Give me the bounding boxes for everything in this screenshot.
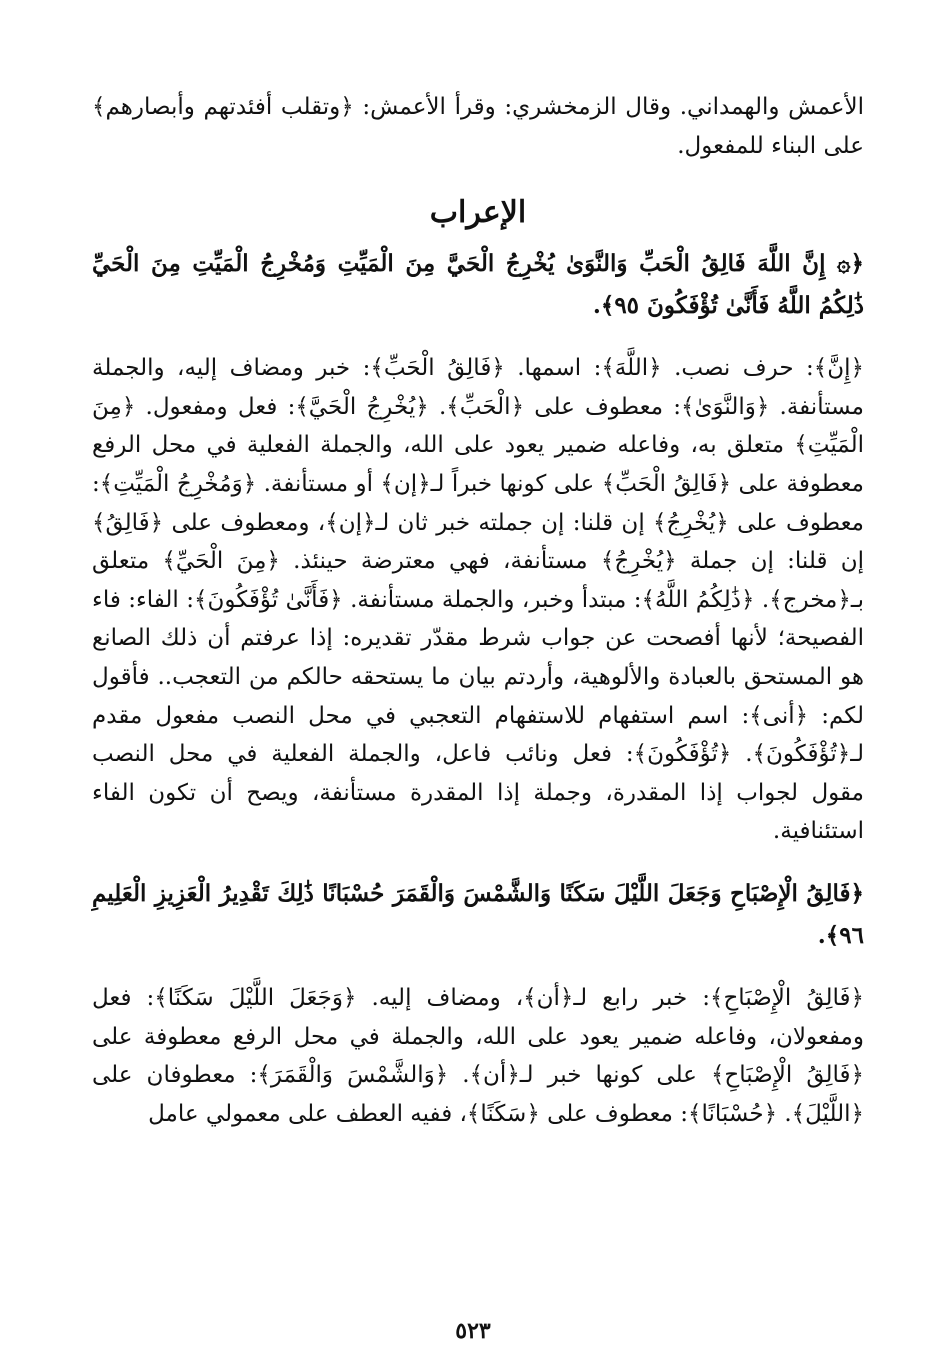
irab-paragraph-96: ﴿فَالِقُ الْإِصْبَاحِ﴾: خبر رابع لـ﴿أن﴾، ومضاف إليه. ﴿وَجَعَلَ اللَّيْلَ سَكَنًا﴾: فعل ومفعولان، وفاعله ضمير يعود على الله، والجملة في محل الرفع معطوفة على ﴿فَالِقُ الْإِصْبَاحِ﴾ على كونها خبر لـ﴿أن﴾. ﴿وَالشَّمْسَ وَالْقَمَرَ﴾: معطوفان على ﴿اللَّيْلَ﴾. ﴿حُسْبَانًا﴾: معطوف على ﴿سَكَنًا﴾، ففيه العطف على معمولي عامل xyxy=(92,984,864,1127)
page-body xyxy=(92,88,864,1133)
verse-96: ﴿فَالِقُ الْإِصْبَاحِ وَجَعَلَ اللَّيْلَ سَكَنًا وَالشَّمْسَ وَالْقَمَرَ حُسْبَانًا ذَٰلِكَ تَقْدِيرُ الْعَزِيزِ الْعَلِيمِ ٩٦﴾. xyxy=(92,879,864,949)
spacer xyxy=(92,957,864,979)
section-heading: الإعراب xyxy=(429,195,527,231)
spacer xyxy=(92,327,864,349)
page-number: ٥٢٣ xyxy=(455,1318,491,1344)
verse-95: ﴿۞ إِنَّ اللَّهَ فَالِقُ الْحَبِّ وَالنَّوَىٰ يُخْرِجُ الْحَيَّ مِنَ الْمَيِّتِ وَمُخْرِجُ الْمَيِّتِ مِنَ الْحَيِّ ذَٰلِكُمُ اللَّهُ فَأَنَّىٰ تُؤْفَكُونَ ٩٥﴾. xyxy=(92,250,864,320)
intro-paragraph: الأعمش والهمداني. وقال الزمخشري: وقرأ الأعمش: ﴿وتقلب أفئدتهم وأبصارهم﴾ على البناء للمفعول. xyxy=(92,94,864,159)
spacer xyxy=(92,851,864,873)
irab-paragraph-95: ﴿إِنَّ﴾: حرف نصب. ﴿اللَّهَ﴾: اسمها. ﴿فَالِقُ الْحَبِّ﴾: خبر ومضاف إليه، والجملة مستأنفة. ﴿وَالنَّوَىٰ﴾: معطوف على ﴿الْحَبِّ﴾. ﴿يُخْرِجُ الْحَيَّ﴾: فعل ومفعول. ﴿مِنَ الْمَيِّتِ﴾ متعلق به، وفاعله ضمير يعود على الله، والجملة الفعلية في محل الرفع معطوفة على ﴿فَالِقُ الْحَبِّ﴾ على كونها خبراً لـ﴿إن﴾ أو مستأنفة. ﴿وَمُخْرِجُ الْمَيِّتِ﴾: معطوف على ﴿يُخْرِجُ﴾ إن قلنا: إن جملته خبر ثان لـ﴿إن﴾، ومعطوف على ﴿فَالِقُ﴾ إن قلنا: إن جملة ﴿يُخْرِجُ﴾ مستأنفة، فهي معترضة حينئذ. ﴿مِنَ الْحَيِّ﴾ متعلق بـ﴿مخرج﴾. ﴿ذَٰلِكُمُ اللَّهُ﴾: مبتدأ وخبر، والجملة مستأنفة. ﴿فَأَنَّىٰ تُؤْفَكُونَ﴾: الفاء: فاء الفصيحة؛ لأنها أفصحت عن جواب شرط مقدّر تقديره: إذا عرفتم أن ذلك الصانع هو المستحق بالعبادة والألوهية، وأردتم بيان ما يستحقه حالكم من التعجب.. فأقول لكم: ﴿أنى﴾: اسم استفهام للاستفهام التعجبي في محل النصب مفعول مقدم لـ﴿تُؤْفَكُونَ﴾. ﴿تُؤْفَكُونَ﴾: فعل ونائب فاعل، والجملة الفعلية في محل النصب مقول لجواب إذا المقدرة، وجملة إذا المقدرة مستأنفة، ويصح أن تكون الفاء استئنافية. xyxy=(92,355,864,845)
